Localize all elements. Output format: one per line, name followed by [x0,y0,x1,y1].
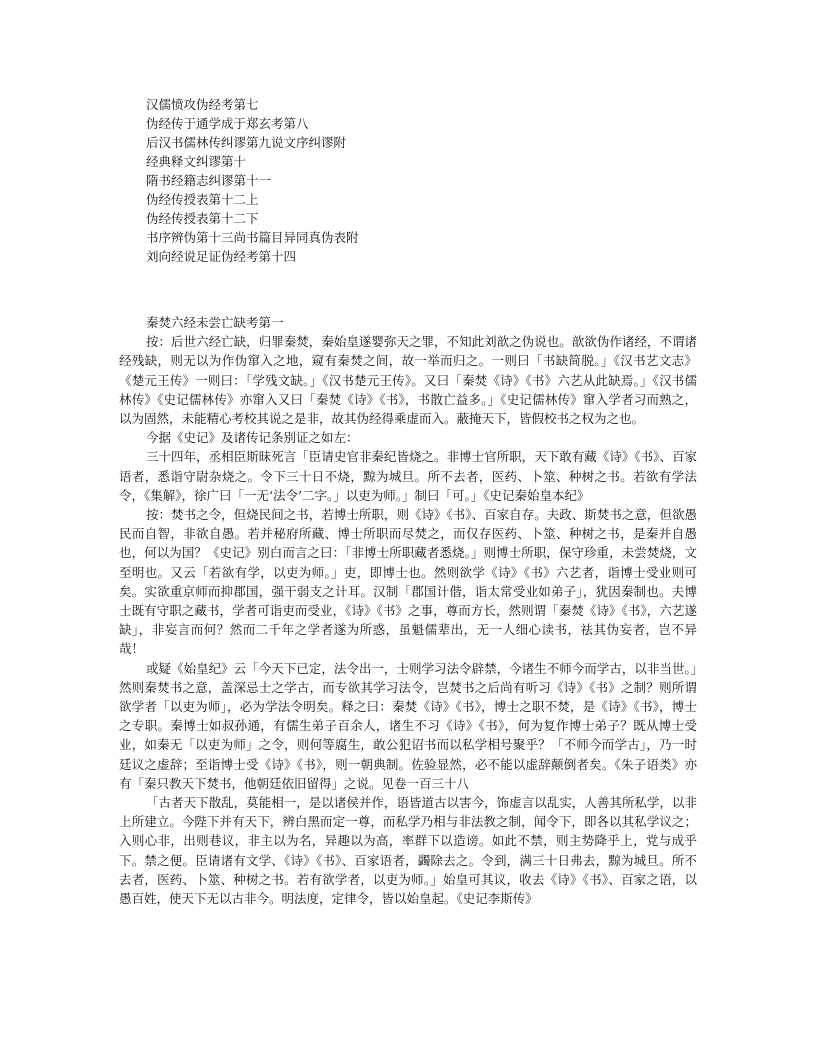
toc-item: 书序辨伪第十三尚书篇目异同真伪表附 [146,230,359,245]
toc-item: 伪经传授表第十二上 [146,192,259,207]
paragraph: 或疑《始皇纪》云「今天下已定，法令出一，士则学习法令辟禁，今诸生不师今而学古，以非当世。」然则秦焚书之意，盖深忌士之学古，而专欲其学习法令，岂焚书之后尚有听习《诗》《书》之制？则所谓欲学者「以吏为师」，必为学法令明矣。释之曰：秦焚《诗》《书》，博士之职不焚，是《诗》《书》，博士之专职。秦博士如叔孙通，有儒生弟子百余人，诸生不习《诗》《书》，何为复作博士弟子？既从博士受业，如秦无「以吏为师」之令，则何等腐生，敢公犯诏书而以私学相号聚乎？「不师今而学古」，乃一时廷议之虚辞；至诣博士受《诗》《书》，则一朝典制。佐验显然，必不能以虚辞颠倒者矣。《朱子语类》亦有「秦只教天下焚书，他朝廷依旧留得」之说。见卷一百三十八 [119,660,697,791]
quote-paragraph: 三十四年，丞相臣斯昧死言「臣请史官非秦纪皆烧之。非博士官所职，天下敢有藏《诗》《书》、百家语者，悉诣守尉杂烧之。令下三十日不烧，黥为城旦。所不去者，医药、卜筮、种树之书。若欲有学法令，《集解》，徐广曰「一无‘法令’二字。」以吏为师。」制曰「可。」《史记秦始皇本纪》 [119,449,697,503]
toc-item: 后汉书儒林传纠谬第九说文序纠谬附 [146,135,347,150]
toc-item: 经典释文纠谬第十 [146,154,247,169]
paragraph: 按：焚书之令，但烧民间之书，若博士所职，则《诗》《书》、百家自存。夫政、斯焚书之意，但欲愚民而自智，非欲自愚。若并秘府所藏、博士所职而尽焚之，而仅存医药、卜筮、种树之书，是秦并自愚也，何以为国？《史记》别白而言之曰：「非博士所职藏者悉烧。」则博士所职，保守珍重，未尝焚烧，文至明也。又云「若欲有学，以吏为师。」吏，即博士也。然则欲学《诗》《书》六艺者，诣博士受业则可矣。实欲重京师而抑郡国，强干弱支之计耳。汉制「郡国计偕，诣太常受业如弟子」，犹因秦制也。夫博士既有守职之藏书，学者可诣吏而受业，《诗》《书》之事，尊而方长，然则谓「秦焚《诗》《书》，六艺遂缺」，非妄言而何？然而二千年之学者遂为所惑，虽魁儒辈出，无一人细心读书，祛其伪妄者，岂不异哉！ [119,507,697,657]
document-body [119,313,697,908]
toc-item: 隋书经籍志纠谬第十一 [146,173,272,188]
quote-paragraph: 「古者天下散乱，莫能相一，是以诸侯并作，语皆道古以害今，饰虚言以乱实，人善其所私学，以非上所建立。今陛下并有天下，辨白黑而定一尊，而私学乃相与非法教之制，闻令下，即各以其私学议之；入则心非，出则巷议，非主以为名，异趣以为高，率群下以造谤。如此不禁，则主势降乎上，党与成乎下。禁之便。臣请诸有文学、《诗》《书》、百家语者，蠲除去之。令到，满三十日弗去，黥为城旦。所不去者，医药、卜筮、种树之书。若有欲学者，以吏为师。」始皇可其议，收去《诗》《书》、百家之语，以愚百姓，使天下无以古非今。明法度，定律令，皆以始皇起。《史记李斯传》 [119,795,697,907]
toc-item: 刘向经说足证伪经考第十四 [146,249,297,264]
section-title: 秦焚六经未尝亡缺考第一 [146,315,284,330]
table-of-contents [146,95,706,266]
paragraph: 按：后世六经亡缺，归罪秦焚，秦始皇遂婴弥天之罪，不知此刘歆之伪说也。歆欲伪作诸经，不谓诸经残缺，则无以为作伪窜入之地，窥有秦焚之间，故一举而归之。一则曰「书缺简脱。」《汉书艺文志》《楚元王传》一则曰：「学残文缺。」《汉书楚元王传》。又曰「秦焚《诗》《书》六艺从此缺焉。」《汉书儒林传》《史记儒林传》亦窜入又曰「秦焚《诗》《书》，书散亡益多。」《史记儒林传》窜入学者习而熟之，以为固然，未能精心考校其说之是非，故其伪经得乘虚而入。蔽掩天下，皆假校书之权为之也。 [119,334,697,427]
paragraph: 今据《史记》及诸传记条别证之如左： [146,430,359,446]
toc-item: 汉儒愤攻伪经考第七 [146,97,259,112]
toc-item: 伪经传授表第十二下 [146,211,259,226]
toc-item: 伪经传于通学成于郑玄考第八 [146,116,309,131]
